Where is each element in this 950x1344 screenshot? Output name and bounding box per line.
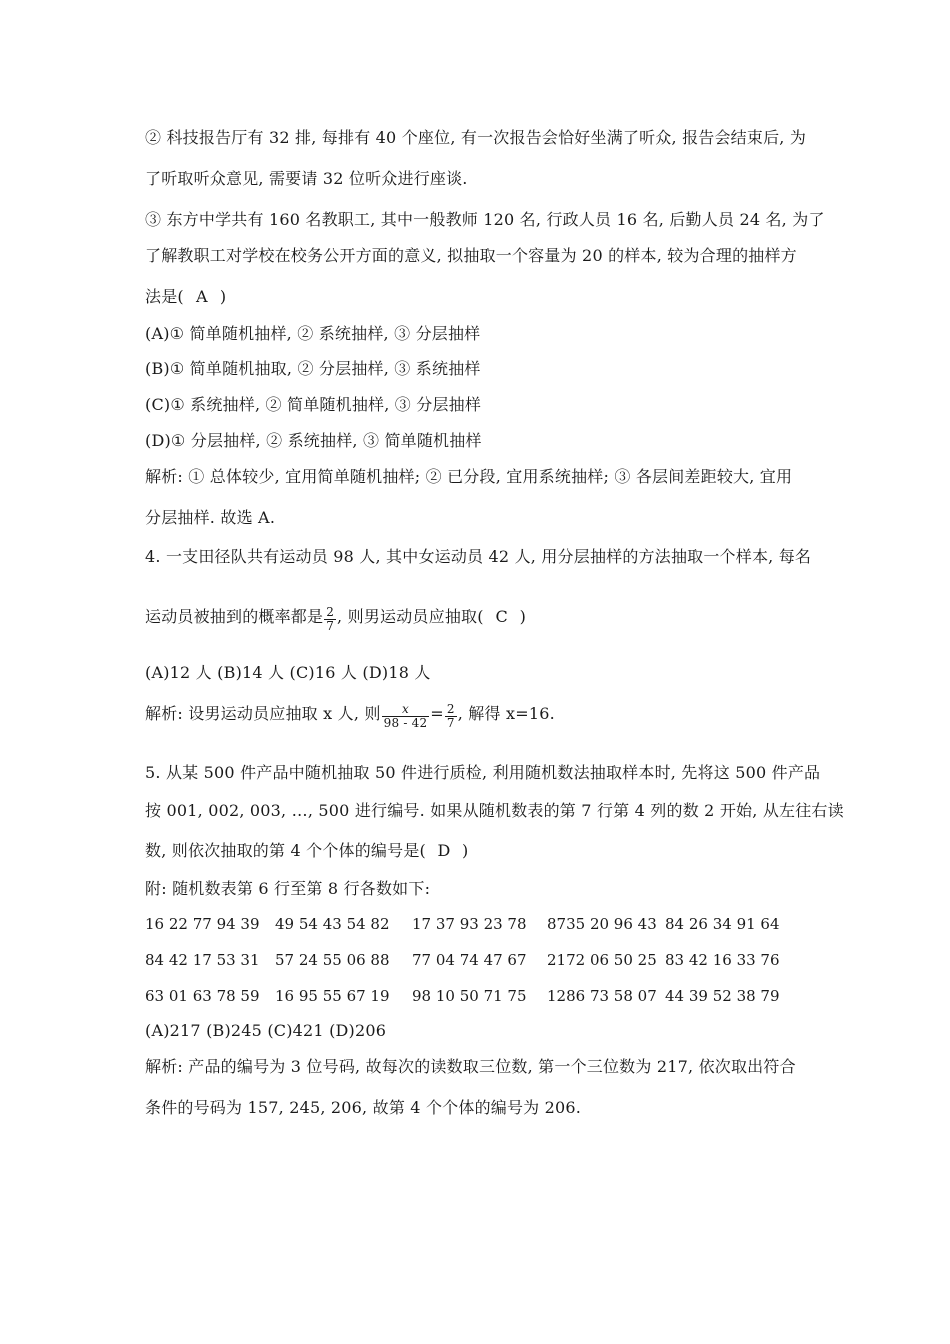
- q3-stem-close: ): [219, 287, 227, 306]
- equals-sign: =: [430, 704, 444, 723]
- fraction-denominator: 98 - 42: [383, 716, 428, 730]
- q5-stem-end: 数, 则依次抽取的第 4 个个体的编号是(: [145, 841, 426, 860]
- fraction-denominator: 7: [446, 716, 455, 730]
- q3-analysis-line1: 解析: ① 总体较少, 宜用简单随机抽样; ② 已分段, 宜用系统抽样; ③ 各层间差距较大, 宜用: [145, 467, 793, 486]
- fraction-numerator: 2: [446, 702, 455, 716]
- random-table-group: 84 42 17 53 31: [145, 951, 260, 969]
- random-table-group: 84 26 34 91 64: [665, 915, 780, 933]
- random-table-group: 44 39 52 38 79: [665, 987, 780, 1005]
- q3-option-b: (B)① 简单随机抽取, ② 分层抽样, ③ 系统抽样: [145, 359, 481, 378]
- q4-answer: C: [495, 607, 508, 626]
- random-table-group: 8735 20 96 43: [547, 915, 657, 933]
- q5-analysis-line1: 解析: 产品的编号为 3 位号码, 故每次的读数取三位数, 第一个三位数为 217, 依次取出符合: [145, 1057, 796, 1076]
- q3-option-c: (C)① 系统抽样, ② 简单随机抽样, ③ 分层抽样: [145, 395, 482, 414]
- random-table-group: 77 04 74 47 67: [412, 951, 527, 969]
- q4-analysis-result: , 解得 x=16.: [457, 704, 555, 723]
- random-table-group: 2172 06 50 25: [547, 951, 657, 969]
- q4-line2-text: 运动员被抽到的概率都是: [145, 607, 324, 626]
- q3-option-d: (D)① 分层抽样, ② 系统抽样, ③ 简单随机抽样: [145, 431, 482, 450]
- q4-line1: 4. 一支田径队共有运动员 98 人, 其中女运动员 42 人, 用分层抽样的方法抽取一个样本, 每名: [145, 547, 812, 566]
- random-table-group: 83 42 16 33 76: [665, 951, 780, 969]
- q3-item2-line2: 了听取听众意见, 需要请 32 位听众进行座谈.: [145, 169, 468, 188]
- q5-line2: 按 001, 002, 003, …, 500 进行编号. 如果从随机数表的第 7 行第 4 列的数 2 开始, 从左往右读: [145, 801, 844, 820]
- random-table-group: 49 54 43 54 82: [275, 915, 390, 933]
- q4-analysis-text: 解析: 设男运动员应抽取 x 人, 则: [145, 704, 381, 723]
- q5-line3: [145, 840, 468, 862]
- q5-stem-close: ): [461, 841, 469, 860]
- fraction-numerator: 2: [326, 605, 335, 619]
- q4-options: (A)12 人 (B)14 人 (C)16 人 (D)18 人: [145, 663, 431, 682]
- random-table-group: 17 37 93 23 78: [412, 915, 527, 933]
- q5-analysis-line2: 条件的号码为 157, 245, 206, 故第 4 个个体的编号为 206.: [145, 1098, 582, 1117]
- random-table-group: 63 01 63 78 59: [145, 987, 260, 1005]
- fraction-numerator: x: [382, 703, 430, 717]
- q3-stem-end: 法是(: [145, 287, 184, 306]
- q3-item3-line1: ③ 东方中学共有 160 名教职工, 其中一般教师 120 名, 行政人员 16 名, 后勤人员 24 名, 为了: [145, 210, 825, 229]
- q5-answer: D: [437, 841, 451, 860]
- q4-analysis-fraction-1: [382, 703, 430, 730]
- q5-line1: 5. 从某 500 件产品中随机抽取 50 件进行质检, 利用随机数法抽取样本时, 先将这 500 件产品: [145, 763, 821, 782]
- q5-table-title: 附: 随机数表第 6 行至第 8 行各数如下:: [145, 879, 431, 898]
- random-table-group: 16 22 77 94 39: [145, 915, 260, 933]
- q4-analysis-fraction-2: [445, 703, 457, 730]
- q3-item2-line1: ② 科技报告厅有 32 排, 每排有 40 个座位, 有一次报告会恰好坐满了听众, 报告会结束后, 为: [145, 128, 807, 147]
- q3-answer: A: [195, 287, 208, 306]
- q3-option-a: (A)① 简单随机抽样, ② 系统抽样, ③ 分层抽样: [145, 324, 481, 343]
- q4-line2-mid: , 则男运动员应抽取(: [337, 607, 484, 626]
- q3-item3-line3: [145, 286, 226, 308]
- q5-options: (A)217 (B)245 (C)421 (D)206: [145, 1021, 387, 1040]
- random-table-group: 1286 73 58 07: [547, 987, 657, 1005]
- random-table-group: 16 95 55 67 19: [275, 987, 390, 1005]
- q4-probability-fraction: [324, 606, 336, 633]
- random-table-group: 57 24 55 06 88: [275, 951, 390, 969]
- random-table-group: 98 10 50 71 75: [412, 987, 527, 1005]
- q4-line2: [145, 604, 526, 631]
- fraction-denominator: 7: [326, 619, 335, 633]
- q4-analysis: [145, 701, 555, 728]
- q4-line2-close: ): [519, 607, 527, 626]
- q3-analysis-line2: 分层抽样. 故选 A.: [145, 508, 276, 527]
- q3-item3-line2: 了解教职工对学校在校务公开方面的意义, 拟抽取一个容量为 20 的样本, 较为合理的抽样方: [145, 246, 797, 265]
